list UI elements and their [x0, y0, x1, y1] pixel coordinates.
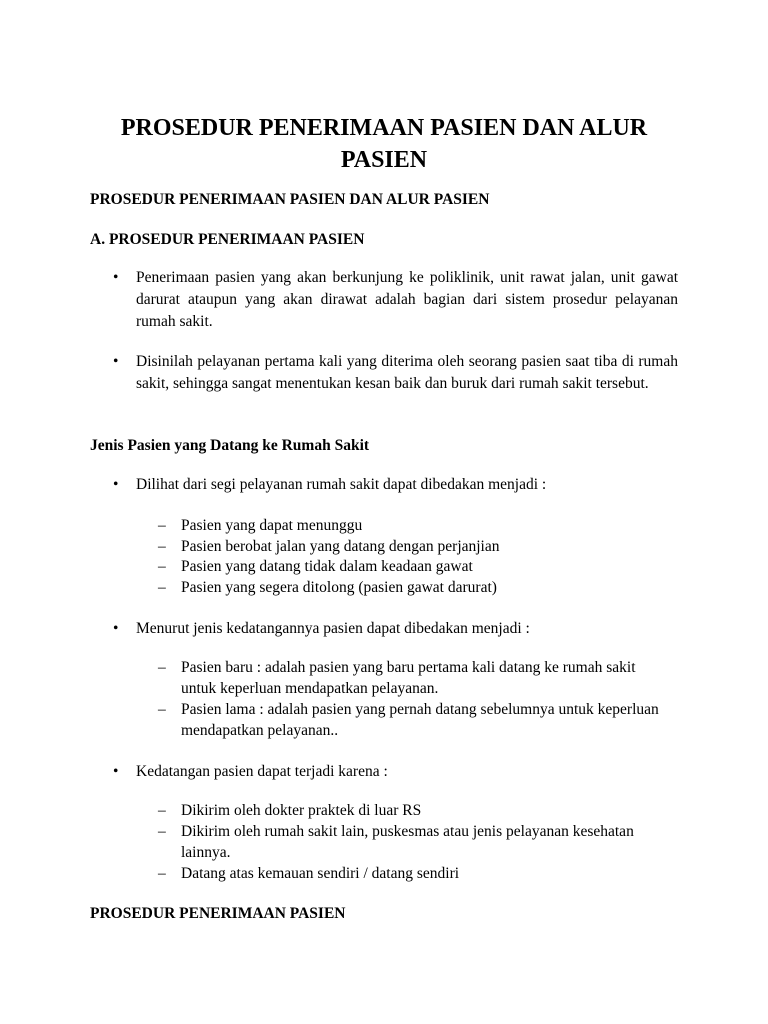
dash-marker: –	[158, 517, 166, 534]
document-subtitle: PROSEDUR PENERIMAAN PASIEN DAN ALUR PASIEN	[90, 191, 490, 208]
bullet-marker: •	[113, 476, 119, 493]
group3-intro: Kedatangan pasien dapat terjadi karena :	[136, 763, 388, 780]
dash-marker: –	[158, 865, 166, 882]
dash-marker: –	[158, 823, 166, 840]
dash-marker: –	[158, 659, 166, 676]
group3-item: Dikirim oleh rumah sakit lain, puskesmas atau jenis pelayanan kesehatan lainnya.	[181, 823, 634, 861]
bullet-marker: •	[113, 763, 119, 780]
dash-marker: –	[158, 538, 166, 555]
bullet-marker: •	[113, 620, 119, 637]
jenis-pasien-heading: Jenis Pasien yang Datang ke Rumah Sakit	[90, 437, 370, 454]
group2-item: Pasien lama : adalah pasien yang pernah datang sebelumnya untuk keperluan mendapatkan pelayanan..	[181, 701, 659, 739]
bullet-marker: •	[113, 353, 119, 370]
group1-item: Pasien berobat jalan yang datang dengan perjanjian	[181, 538, 500, 555]
bullet-a-2: Disinilah pelayanan pertama kali yang diterima oleh seorang pasien saat tiba di rumah sakit, sehingga sangat menentukan kesan baik dan buruk dari rumah sakit tersebut.	[136, 353, 678, 392]
closing-heading: PROSEDUR PENERIMAAN PASIEN	[90, 905, 346, 922]
group1-item: Pasien yang dapat menunggu	[181, 517, 363, 534]
bullet-marker: •	[113, 269, 119, 286]
dash-marker: –	[158, 579, 166, 596]
group3-item: Datang atas kemauan sendiri / datang sendiri	[181, 865, 460, 882]
group1-item: Pasien yang segera ditolong (pasien gawat darurat)	[181, 579, 497, 596]
group1-item: Pasien yang datang tidak dalam keadaan gawat	[181, 558, 473, 575]
document-title: PROSEDUR PENERIMAAN PASIEN DAN ALUR PASIEN	[120, 115, 648, 173]
dash-marker: –	[158, 701, 166, 718]
dash-marker: –	[158, 802, 166, 819]
group2-item: Pasien baru : adalah pasien yang baru pertama kali datang ke rumah sakit untuk keperluan mendapatkan pelayanan.	[181, 659, 636, 697]
group2-intro: Menurut jenis kedatangannya pasien dapat dibedakan menjadi :	[136, 620, 530, 637]
dash-marker: –	[158, 558, 166, 575]
section-a-heading: A. PROSEDUR PENERIMAAN PASIEN	[90, 231, 365, 248]
group3-item: Dikirim oleh dokter praktek di luar RS	[181, 802, 422, 819]
bullet-a-1: Penerimaan pasien yang akan berkunjung ke poliklinik, unit rawat jalan, unit gawat darurat ataupun yang akan dirawat adalah bagian dari sistem prosedur pelayanan rumah sakit.	[136, 269, 678, 330]
group1-intro: Dilihat dari segi pelayanan rumah sakit dapat dibedakan menjadi :	[136, 476, 547, 493]
